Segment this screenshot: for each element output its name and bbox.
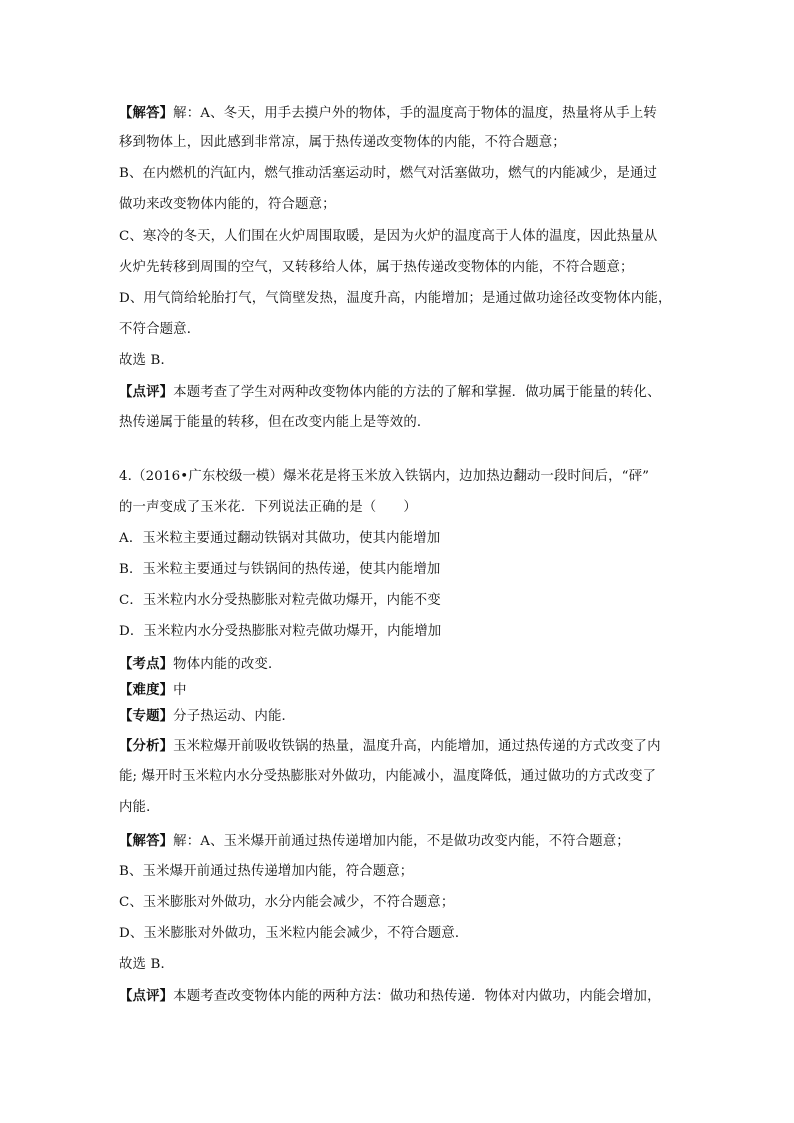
q4-knowledge-point bbox=[119, 655, 679, 674]
q4-option-c: C．玉米粒内水分受热膨胀对粒壳做功爆开，内能不变 bbox=[119, 593, 441, 608]
q4-analysis-line-2: 能; 爆开时玉米粒内水分受热膨胀对外做功，内能减小，温度降低，通过做功的方式改变了 bbox=[119, 769, 657, 784]
q4-solution-line-3: C、玉米膨胀对外做功，水分内能会减少，不符合题意； bbox=[119, 895, 455, 910]
q3-solution-line-8: 不符合题意． bbox=[119, 322, 201, 337]
solution-text: 解：A、冬天，用手去摸户外的物体，手的温度高于物体的温度，热量将从手上转 bbox=[173, 106, 657, 121]
q3-answer: 故选 B． bbox=[119, 353, 175, 368]
q3-solution-line-2: 移到物体上，因此感到非常凉，属于热传递改变物体的内能，不符合题意； bbox=[119, 135, 566, 150]
q3-solution-line-5: C、寒冷的冬天，人们围在火炉周围取暖，是因为火炉的温度高于人体的温度，因此热量从 bbox=[119, 229, 658, 244]
q4-topic bbox=[119, 707, 679, 726]
q3-solution-line-6: 火炉先转移到周围的空气，又转移给人体，属于热传递改变物体的内能，不符合题意； bbox=[119, 260, 634, 275]
solution-tag: 【解答】 bbox=[119, 833, 174, 849]
q3-comment-line-2: 热传递属于能量的转移，但在改变内能上是等效的． bbox=[119, 415, 431, 430]
q4-stem-line-1: 4.（2016•广东校级一模）爆米花是将玉米放入铁锅内，边加热边翻动一段时间后，“砰” bbox=[119, 469, 650, 484]
analysis-tag: 【分析】 bbox=[119, 738, 174, 754]
q4-comment-line-1 bbox=[119, 987, 679, 1006]
q4-option-b: B．玉米粒主要通过与铁锅间的热传递，使其内能增加 bbox=[119, 562, 441, 577]
q4-difficulty bbox=[119, 681, 679, 700]
topic-tag: 【专题】 bbox=[119, 708, 174, 724]
comment-tag: 【点评】 bbox=[119, 384, 174, 400]
difficulty-text: 中 bbox=[173, 683, 187, 698]
knowledge-point-text: 物体内能的改变． bbox=[173, 657, 282, 672]
q3-solution-line-7: D、用气筒给轮胎打气，气筒壁发热，温度升高，内能增加；是通过做功途径改变物体内能， bbox=[119, 291, 672, 306]
q3-solution-line-3: B、在内燃机的汽缸内，燃气推动活塞运动时，燃气对活塞做功，燃气的内能减少，是通过 bbox=[119, 166, 658, 181]
knowledge-point-tag: 【考点】 bbox=[119, 656, 174, 672]
difficulty-tag: 【难度】 bbox=[119, 682, 174, 698]
q4-solution-line-2: B、玉米爆开前通过热传递增加内能，符合题意； bbox=[119, 864, 414, 879]
solution-text: 解：A、玉米爆开前通过热传递增加内能，不是做功改变内能，不符合题意； bbox=[173, 834, 630, 849]
q4-option-a: A．玉米粒主要通过翻动铁锅对其做功，使其内能增加 bbox=[119, 531, 441, 546]
q4-option-d: D．玉米粒内水分受热膨胀对粒壳做功爆开，内能增加 bbox=[119, 624, 442, 639]
q4-analysis-line-3: 内能． bbox=[119, 800, 160, 815]
comment-text: 本题考查了学生对两种改变物体内能的方法的了解和掌握．做功属于能量的转化、 bbox=[173, 385, 661, 400]
q3-solution-line-4: 做功来改变物体内能的，符合题意； bbox=[119, 197, 336, 212]
analysis-text: 玉米粒爆开前吸收铁锅的热量，温度升高，内能增加，通过热传递的方式改变了内 bbox=[173, 739, 661, 754]
solution-tag: 【解答】 bbox=[119, 105, 174, 121]
comment-text: 本题考查改变物体内能的两种方法：做功和热传递．物体对内做功，内能会增加， bbox=[173, 989, 661, 1004]
topic-text: 分子热运动、内能． bbox=[173, 709, 296, 724]
q4-answer: 故选 B． bbox=[119, 957, 175, 972]
comment-tag: 【点评】 bbox=[119, 988, 174, 1004]
q4-stem-line-2: 的一声变成了玉米花．下列说法正确的是（ ） bbox=[119, 500, 417, 515]
q4-analysis-line-1 bbox=[119, 737, 679, 756]
q4-solution-line-1 bbox=[119, 832, 679, 851]
q4-solution-line-4: D、玉米膨胀对外做功，玉米粒内能会减少，不符合题意． bbox=[119, 926, 469, 941]
q3-solution-line-1 bbox=[119, 104, 679, 123]
q3-comment-line-1 bbox=[119, 383, 679, 402]
